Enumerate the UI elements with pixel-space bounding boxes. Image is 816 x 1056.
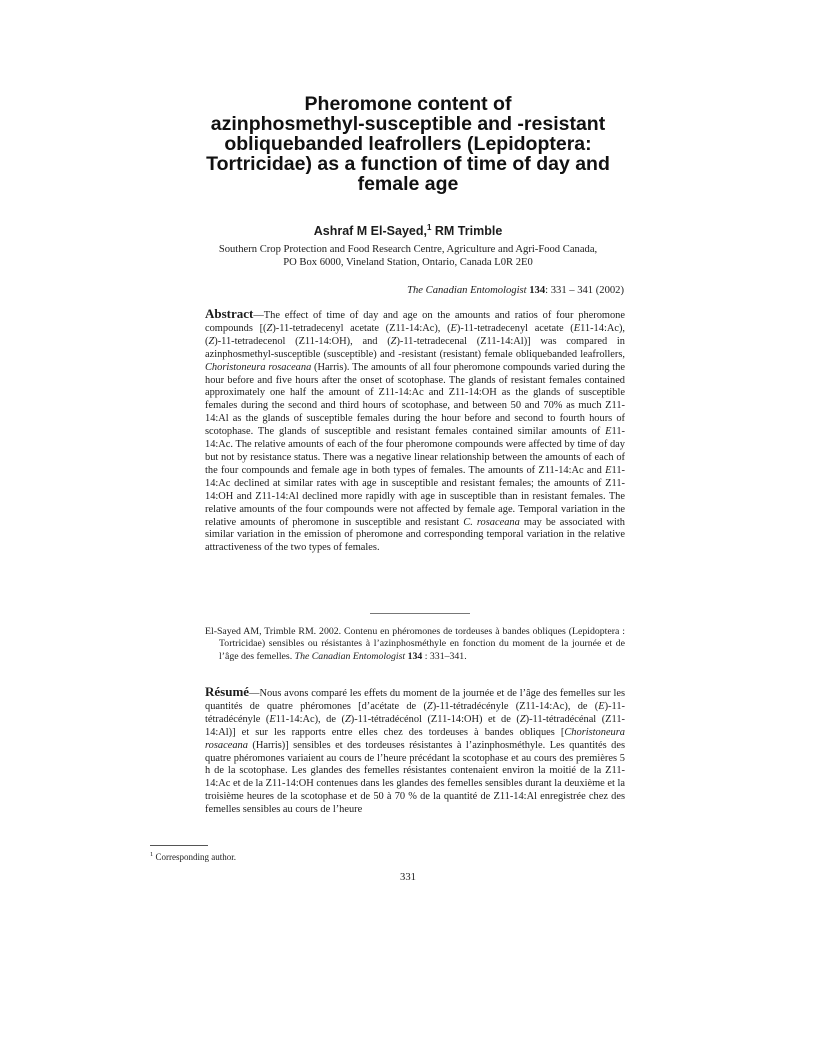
species-name: Choristoneura rosaceana: [205, 361, 312, 373]
french-citation: [205, 626, 625, 663]
journal-name: The Canadian Entomologist: [407, 285, 527, 296]
abstract: [205, 308, 625, 555]
abstract-text: E: [573, 322, 581, 334]
resume-heading: Résumé: [205, 684, 250, 699]
resume-text: (Harris)] sensibles et des tordeuses résistantes à l’azinphosméthyle. Les quantités des quatre phéromones variaient au cours de l’heure précédant la scotophase et au cours des premières 5 h de la scotophase. Les glandes des femelles résistantes contenaient environ la moitié de la Z11-14:Ac et de la Z11-14:OH contenues dans les glandes des femelles sensibles durant la deuxième et la troisième heures de la scotophase et de 50 à 70 % de la quantité de Z11-14:Al enregistrée chez des femelles sensibles au cours de l’heure: [205, 739, 625, 816]
footnote-mark: 1: [426, 223, 432, 232]
author-second: RM Trimble: [431, 224, 503, 239]
title-line: Pheromone content of: [304, 93, 512, 115]
resume-text: —Nous avons comparé les effets du moment de la journée et de l’âge des femelles sur les quantités de quatre phéromones [d’acétate de (: [205, 688, 625, 712]
title-line: Tortricidae) as a function of time of day and: [206, 153, 610, 175]
abstract-heading: Abstract: [205, 306, 254, 321]
abstract-text: Z: [208, 335, 215, 347]
abstract-text: Z: [266, 322, 273, 334]
resume-text: Z: [426, 700, 433, 712]
resume-text: )-11-tétradécénol (Z11-14:OH) et de (: [350, 713, 520, 725]
abstract-text: 11-14:Ac), (: [205, 322, 626, 347]
resume-text: E: [598, 700, 605, 712]
author-first: Ashraf M El-Sayed,: [313, 224, 427, 239]
footnote: [150, 851, 450, 862]
resume-text: )-11-tétradécénal (Z11-14:Al)] et sur les rapports entre elles chez des tordeuses à bandes obliques [: [205, 713, 625, 738]
footnote-text: Corresponding author.: [153, 852, 236, 862]
affiliation: [150, 243, 666, 269]
affiliation-line: PO Box 6000, Vineland Station, Ontario, Canada L0R 2E0: [283, 257, 533, 268]
journal-citation: [150, 285, 624, 296]
abstract-text: )-11-tetradecenyl acetate (: [456, 322, 574, 334]
species-name: C. rosaceana: [463, 516, 520, 528]
french-citation-text: El-Sayed AM, Trimble RM. 2002. Contenu en phéromones de tordeuses à bandes obliques (Lepidoptera : Tortricidae) sensibles ou résistantes à l’azinphosméthyle en fonction du moment de la journée et de l’âge des femelles.: [205, 626, 625, 662]
section-divider: [370, 613, 470, 614]
journal-name: The Canadian Entomologist: [294, 650, 406, 662]
article-title: [150, 94, 666, 194]
abstract-text: 11-14:Ac. The relative amounts of each of the four pheromone compounds were affected by time of day but not by resistance status. There was a negative linear relationship between the amounts of each of the four compounds and female age in both types of females. The amounts of Z11-14:Ac and: [205, 426, 625, 476]
abstract-text: may be associated with similar variation in the emission of pheromone and corresponding temporal variation in the relative attractiveness of the two types of females.: [205, 516, 625, 554]
abstract-text: Z: [390, 335, 397, 347]
author-list: [150, 223, 666, 238]
journal-volume: 134: [407, 650, 423, 662]
resume: [205, 686, 625, 817]
abstract-text: )-11-tetradecenol (Z11-14:OH), and (: [214, 335, 391, 347]
resume-text: Z: [519, 713, 526, 725]
citation-pages: : 331 – 341 (2002): [545, 285, 624, 296]
abstract-text: )-11-tetradecenal (Z11-14:Al)] was compared in azinphosmethyl-susceptible (susceptible) and -resistant (resistant) female obliquebanded leafrollers,: [205, 335, 625, 360]
abstract-text: E: [605, 426, 612, 438]
resume-text: E: [269, 713, 276, 725]
abstract-text: —The effect of time of day and age on the amounts and ratios of four pheromone compounds [(: [205, 310, 625, 334]
resume-text: 11-14:Ac), de (: [275, 713, 345, 725]
footnote-mark: 1: [150, 851, 154, 858]
species-name: Choristoneura rosaceana: [205, 726, 625, 751]
abstract-text: )-11-tetradecenyl acetate (Z11-14:Ac), (: [272, 322, 451, 334]
title-line: azinphosmethyl-susceptible and -resistant: [210, 113, 606, 135]
abstract-text: E: [605, 464, 612, 476]
abstract-text: (Harris). The amounts of all four pheromone compounds varied during the hour before and five hours after the onset of scotophase. The glands of resistant females contained approximately one half the amount of Z11-14:Ac and Z11-14:OH as the glands of susceptible females during the second and third hours of scotophase, and between 50 and 70% as much Z11-14:Al as the glands of susceptible females during the hour before and second to fourth hours of scotophase. The glands of susceptible and resistant females contained similar amounts of: [205, 361, 625, 438]
page-number: 331: [400, 872, 416, 883]
title-line: obliquebanded leafrollers (Lepidoptera:: [224, 133, 592, 155]
citation-pages: : 331–341.: [422, 650, 467, 662]
footnote-divider: [150, 845, 208, 846]
affiliation-line: Southern Crop Protection and Food Research Centre, Agriculture and Agri-Food Canada,: [218, 244, 598, 255]
resume-text: )-11-tétradécényle (: [205, 700, 625, 725]
resume-text: )-11-tétradécényle (Z11-14:Ac), de (: [432, 700, 599, 712]
title-line: female age: [357, 173, 459, 195]
resume-text: Z: [344, 713, 351, 725]
journal-volume: 134: [529, 285, 546, 296]
abstract-text: E: [450, 322, 457, 334]
abstract-text: 11-14:Ac declined at similar rates with age in susceptible and resistant females; the amounts of Z11-14:OH and Z11-14:Al declined more rapidly with age in susceptible than in resistant females. The relative amounts of the four compounds were not affected by female age. Temporal variation in the relative amounts of pheromone in susceptible and resistant: [205, 464, 625, 528]
